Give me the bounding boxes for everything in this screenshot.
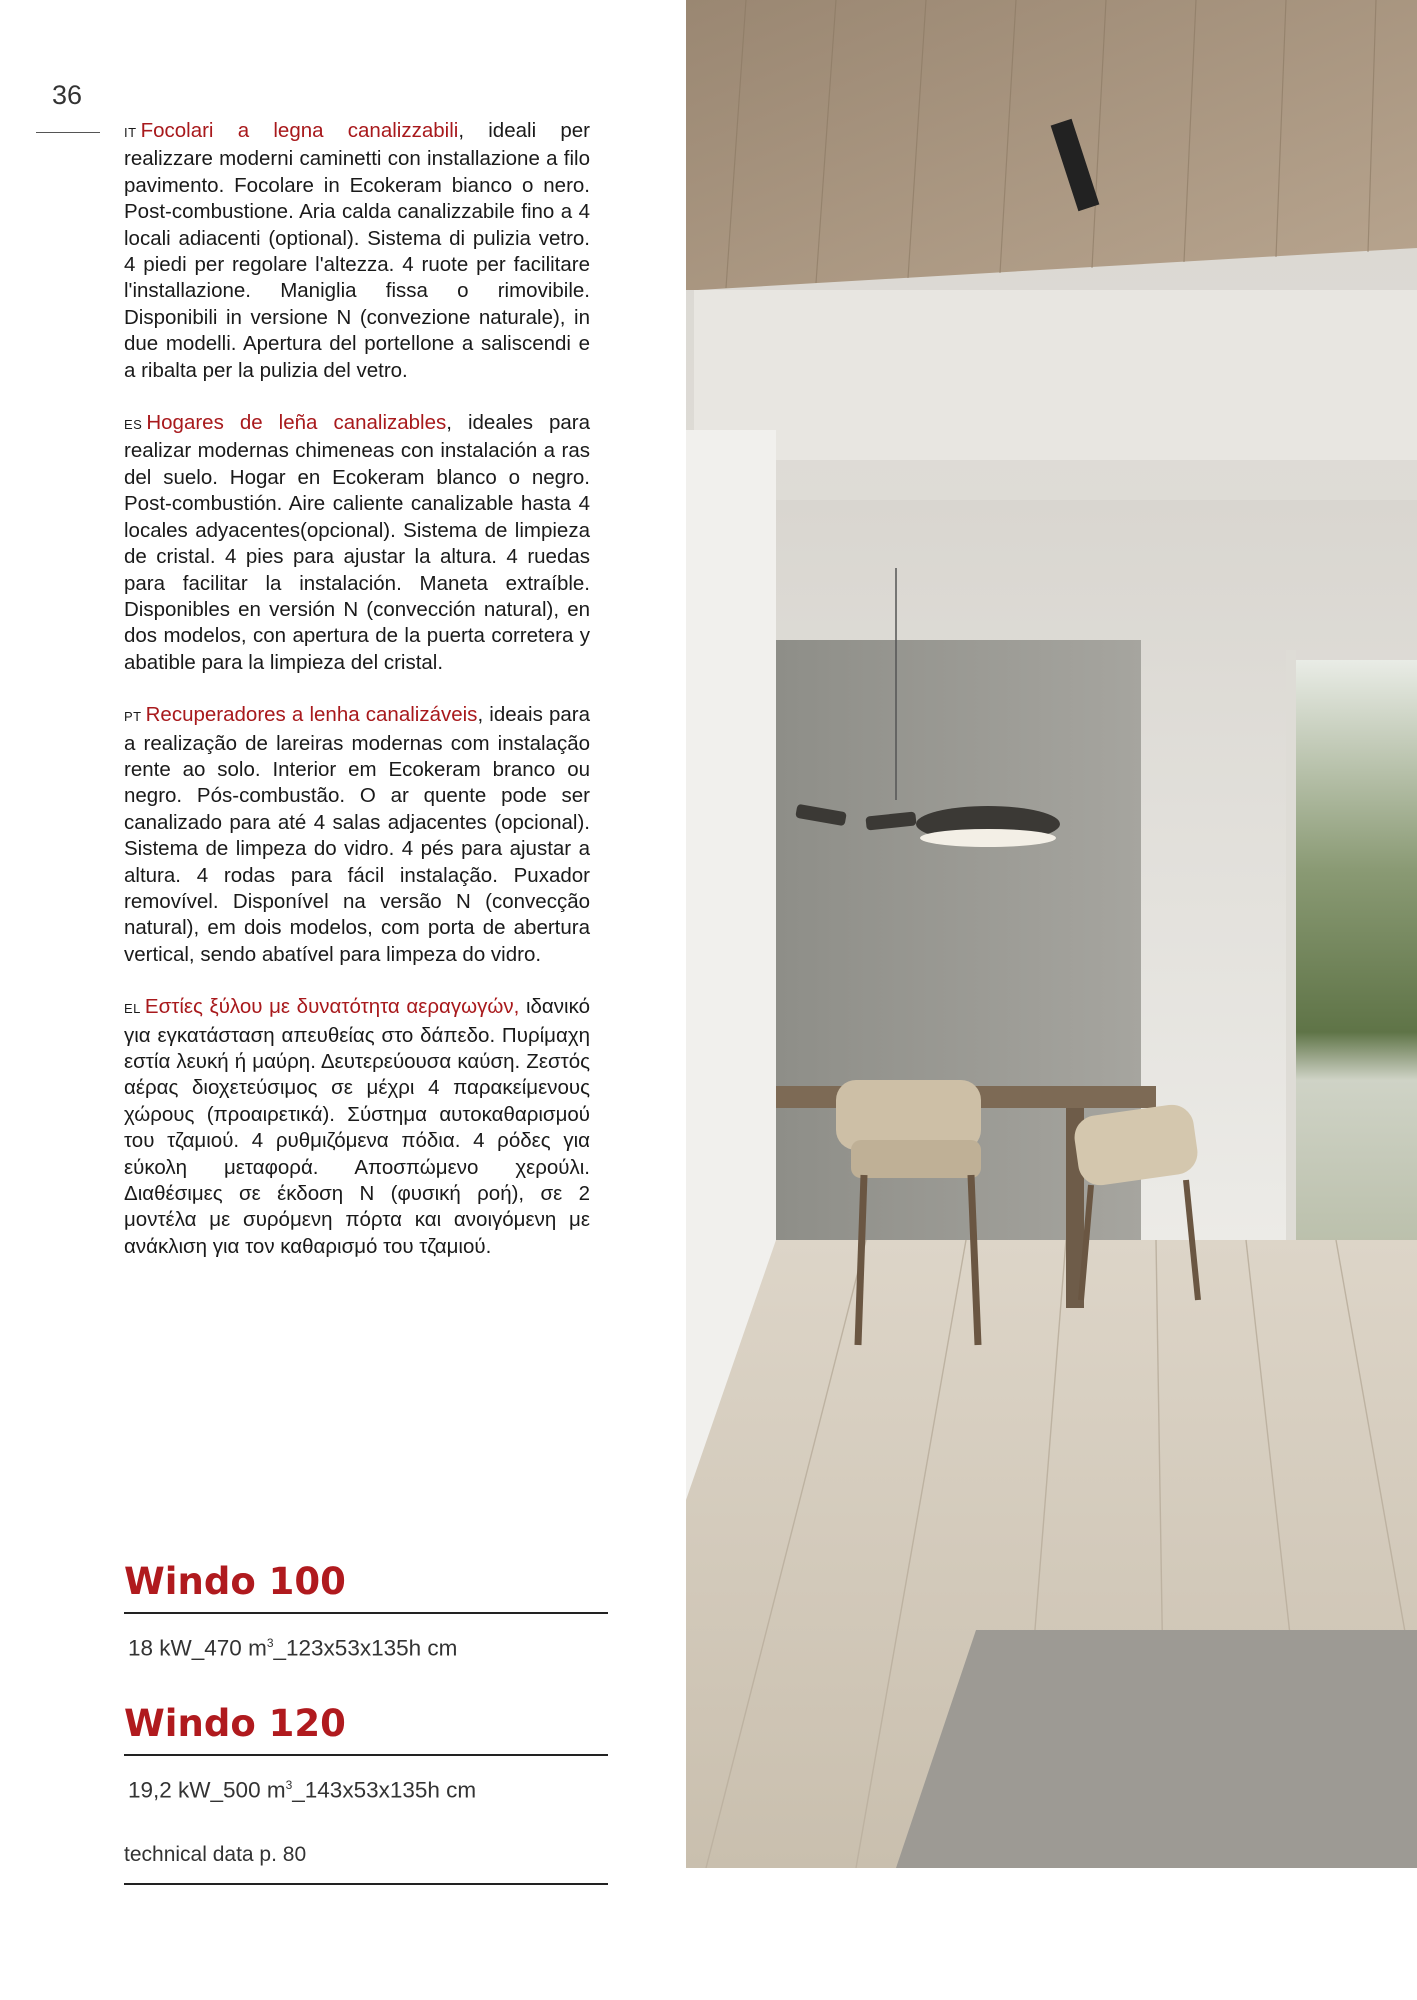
model-rule xyxy=(124,1754,608,1756)
paragraph-body: ιδανικό για εγκατάσταση απευθείας στο δάπεδο. Πυρίμαχη εστία λευκή ή μαύρη. Δευτερεύουσα καύση. Ζεστός αέρας διοχετεύσιμος σε μέχρι 4 παρακείμενους χώρους (προαιρετικά). Σύστημα αυτοκαθαρισμού του τζαμιού. 4 ρυθμιζόμενα πόδια. 4 ρόδες για εύκολη μεταφορά. Αποσπώμενο χερούλι. Διαθέσιμες σε έκδοση Ν (φυσική ροή), σε 2 μοντέλα με συρόμενη πόρτα και ανοιγόμενη με ανάκλιση για τον καθαρισμό του τζαμιού. xyxy=(124,995,590,1258)
lang-code: PT xyxy=(124,709,142,725)
lang-code: ES xyxy=(124,417,143,433)
lang-code: EL xyxy=(124,1001,141,1017)
paragraph-headline: Εστίες ξύλου με δυνατότητα αεραγωγών, xyxy=(144,995,520,1019)
paragraph-headline: Focolari a legna canalizzabili xyxy=(140,119,459,142)
spec-superscript: 3 xyxy=(266,1636,274,1650)
spec-superscript: 3 xyxy=(285,1777,293,1792)
page-number: 36 xyxy=(52,80,83,110)
paragraph-body: , ideales para realizar modernas chimeneas con instalación a ras del suelo. Hogar en Ecokeram blanco o negro. Post-combustión. Aire caliente canalizable hasta 4 locales adyacentes(opcional). Sistema de limpieza de cristal. 4 pies para ajustar la altura. 4 ruedas para facilitar la instalación. Maneta extraíble. Disponibles en versión N (convección natural), en dos modelos, con apertura de la puerta corretera y abatible para la limpieza del cristal. xyxy=(124,411,590,674)
paragraph-it xyxy=(124,118,590,384)
paragraph-headline: Hogares de leña canalizables xyxy=(146,411,447,435)
paragraph-pt xyxy=(124,702,590,968)
side-rule xyxy=(36,132,100,133)
model-name-windo-120: Windo 120 xyxy=(124,1701,346,1745)
text-column xyxy=(124,118,590,1286)
lang-code: IT xyxy=(124,125,137,140)
spec-text: _143x53x135h cm xyxy=(292,1777,477,1802)
technical-data-note: technical data p. 80 xyxy=(124,1843,307,1866)
model-spec-windo-120 xyxy=(128,1770,608,1806)
model-name-windo-100: Windo 100 xyxy=(124,1560,346,1603)
paragraph-body: , ideais para a realização de lareiras modernas com instalação rente ao solo. Interior em Ecokeram branco ou negro. Pós-combustão. O ar quente pode ser canalizado para até 4 salas adjacentes (opcional). Sistema de limpeza do vidro. 4 pés para ajustar a altura. 4 rodas para fácil instalação. Puxador removível. Disponível na versão N (convecção natural), em dois modelos, com porta de abertura vertical, sendo abatível para limpeza do vidro. xyxy=(124,703,590,966)
paragraph-body: , ideali per realizzare moderni caminetti con installazione a filo pavimento. Focolare in Ecokeram bianco o nero. Post-combustione. Aria calda canalizzabile fino a 4 locali adiacenti (optional). Sistema di pulizia vetro. 4 piedi per regolare l'altezza. 4 ruote per facilitare l'installazione. Maniglia fissa o rimovibile. Disponibili in versione N (convezione naturale), in due modelli. Apertura del portellone a saliscendi e a ribalta per la pulizia del vetro. xyxy=(124,119,590,382)
paragraph-es xyxy=(124,410,590,676)
bottom-rule xyxy=(124,1883,608,1885)
model-specs xyxy=(124,1560,608,1885)
model-rule xyxy=(124,1612,608,1614)
spec-text: _123x53x135h cm xyxy=(273,1635,458,1661)
spec-text: 18 kW_470 m xyxy=(128,1635,267,1661)
paragraph-headline: Recuperadores a lenha canalizáveis xyxy=(145,703,478,727)
interior-photo xyxy=(686,0,1417,1868)
model-spec-windo-100 xyxy=(128,1628,608,1664)
spec-text: 19,2 kW_500 m xyxy=(128,1777,286,1802)
paragraph-el xyxy=(124,994,590,1260)
